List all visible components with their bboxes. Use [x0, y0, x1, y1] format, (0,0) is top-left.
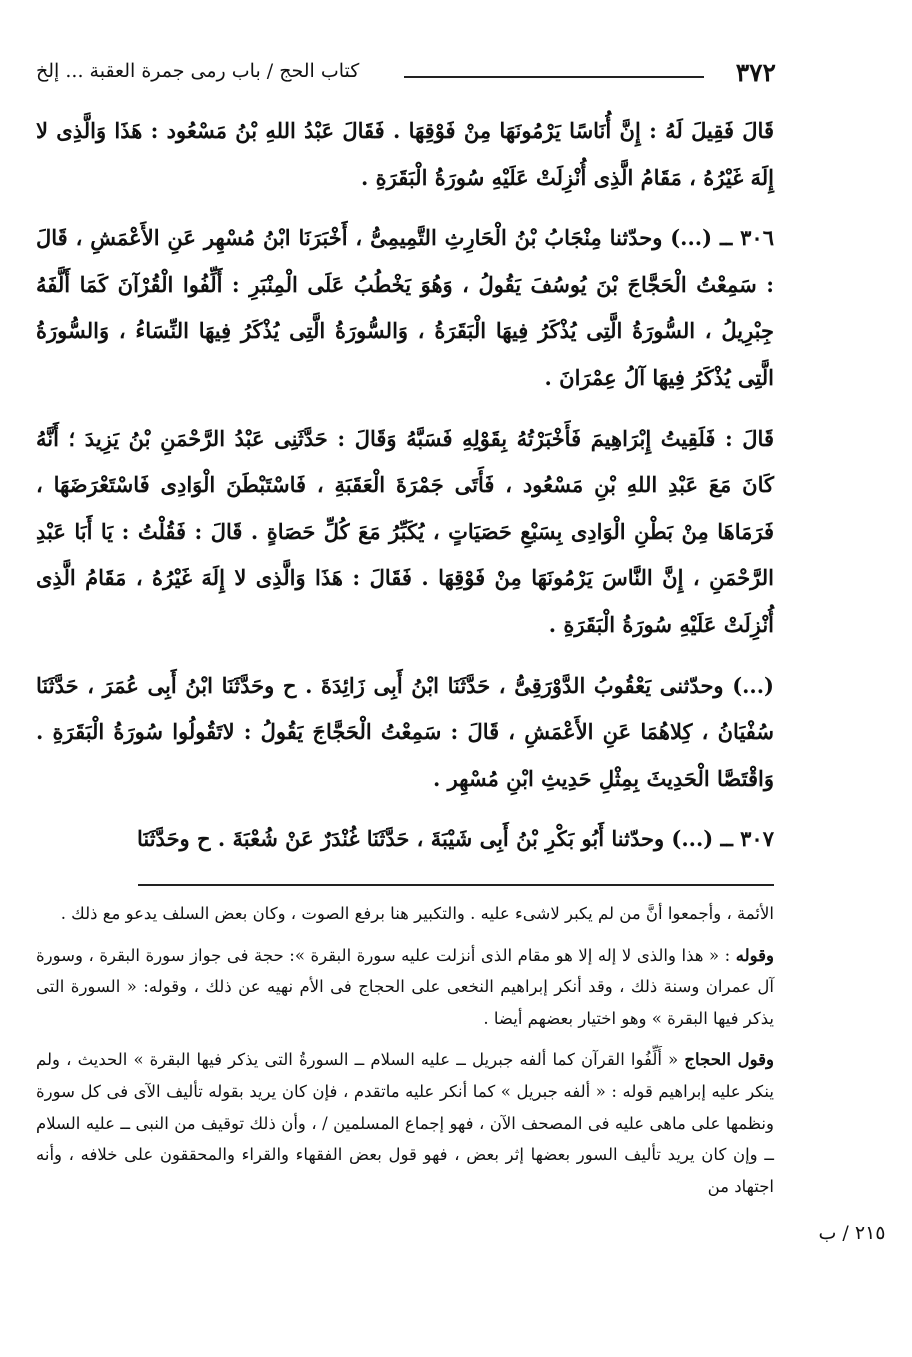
footnotes — [36, 898, 774, 1212]
hadith-paragraph: (...) وحدّثنى يَعْقُوبُ الدَّوْرَقِىُّ ، حَدَّثَنَا ابْنُ أَبِى زَائِدَةَ . ح وحَدَّثَنَا ابْنُ أَبِى عُمَرَ ، حَدَّثَنَا سُفْيَانُ ، كِلاهُمَا عَنِ الأَعْمَشِ ، قَالَ : سَمِعْتُ الْحَجَّاجَ يَقُولُ : لاتَقُولُوا سُورَةُ الْبَقَرَةِ . وَاقْتَصَّا الْحَدِيثَ بِمِثْلِ حَدِيثِ ابْنِ مُسْهِر . — [36, 672, 774, 791]
footnote-paragraph — [36, 940, 774, 1035]
footnote-separator — [138, 884, 774, 886]
page-header — [36, 58, 776, 92]
manuscript-folio-note: ٢١٥ / ب — [818, 1222, 886, 1244]
footnote-lead: وقوله — [735, 945, 775, 965]
footnote-paragraph — [36, 1044, 774, 1202]
hadith-paragraph: ٣٠٧ ــ (...) وحدّثنا أَبُو بَكْرِ بْنُ أَبِى شَيْبَةَ ، حَدَّثَنَا غُنْدَرٌ عَنْ شُعْبَةَ . ح وحَدَّثَنَا — [136, 826, 774, 852]
footnote-text: « أَلِّفُوا القرآن كما ألفه جبريل ــ عليه السلام ــ السورةُ التى يذكر فيها البقرة » الحديث ، ولم ينكر عليه إبراهيم قوله : « ألفه جبريل » كما أنكر عليه ماتقدم ، فإن كان يريد بقوله تأليف الآى فى كل سورة ونظمها على ماهى عليه فى المصحف الآن ، فهو إجماع المسلمين / ، وأن ذلك توقيف من النبى ــ عليه السلام ــ وإن كان يريد تأليف السور بعضها إثر بعض ، فهو قول بعض الفقهاء والقراء والمحققون على خلافه ، وأنه اجتهاد من — [36, 1050, 774, 1196]
hadith-paragraph: قَالَ : فَلَقِيتُ إِبْرَاهِيمَ فَأَخْبَرْتُهُ بِقَوْلِهِ فَسَبَّهُ وَقَالَ : حَدَّثَنِى عَبْدُ الرَّحْمَنِ بْنُ يَزِيدَ ؛ أَنَّهُ كَانَ مَعَ عَبْدِ اللهِ بْنِ مَسْعُود ، فَأَتَى جَمْرَةَ الْعَقَبَةِ ، فَاسْتَبْطَنَ الْوَادِى فَاسْتَعْرَضَهَا ، فَرَمَاهَا مِنْ بَطْنِ الْوَادِى بِسَبْعِ حَصَيَاتٍ ، يُكَبِّرُ مَعَ كُلِّ حَصَاةٍ . قَالَ : فَقُلْتُ : يَا أَبَا عَبْدِ الرَّحْمَنِ ، إِنَّ النَّاسَ يَرْمُونَهَا مِنْ فَوْقِهَا . فَقَالَ : هَذَا وَالَّذِى لا إِلَهَ غَيْرُهُ ، مَقَامُ الَّذِى أُنْزِلَتْ عَلَيْهِ سُورَةُ الْبَقَرَةِ . — [36, 425, 774, 637]
footnote-lead: وقول الحجاج — [684, 1050, 774, 1070]
hadith-paragraph: ٣٠٦ ــ (...) وحدّثنا مِنْجَابُ بْنُ الْحَارِثِ التَّمِيمِىُّ ، أَخْبَرَنَا ابْنُ مُسْهِر عَنِ الأَعْمَشِ ، قَالَ : سَمِعْتُ الْحَجَّاجَ بْنَ يُوسُفَ يَقُولُ ، وَهُوَ يَخْطُبُ عَلَى الْمِنْبَرِ : أَلِّفُوا الْقُرْآنَ كَمَا أَلَّفَهُ جِبْرِيلُ ، السُّورَةُ الَّتِى يُذْكَرُ فِيهَا الْبَقَرَةُ ، وَالسُّورَةُ الَّتِى يُذْكَرُ فِيهَا النِّسَاءُ ، وَالسُّورَةُ الَّتِى يُذْكَرُ فِيهَا آلُ عِمْرَانَ . — [36, 225, 774, 390]
footnote-text: الأئمة ، وأجمعوا أنَّ من لم يكبر لاشىء عليه . والتكبير هنا برفع الصوت ، وكان بعض السلف يدعو مع ذلك . — [60, 904, 774, 923]
footnote-paragraph — [36, 898, 774, 930]
main-text — [36, 108, 774, 863]
running-title: كتاب الحج / باب رمى جمرة العقبة ... إلخ — [36, 60, 360, 82]
footnote-text: : « هذا والذى لا إله إلا هو مقام الذى أنزلت عليه سورة البقرة »: حجة فى جواز سورة البقرة ، وسورة آل عمران وسنة ذلك ، وقد أنكر إبراهيم النخعى على الحجاج فى الأم نهيه عن ذلك ، وقوله: « السورة التى يذكر فيها البقرة » وهو اختيار بعضهم أيضا . — [36, 945, 774, 1028]
page-number: ٣٧٢ — [735, 58, 776, 87]
hadith-paragraph: قَالَ فَقِيلَ لَهُ : إِنَّ أُنَاسًا يَرْمُونَهَا مِنْ فَوْقِهَا . فَقَالَ عَبْدُ اللهِ بْنُ مَسْعُود : هَذَا وَالَّذِى لا إِلَهَ غَيْرُهُ ، مَقَامُ الَّذِى أُنْزِلَتْ عَلَيْهِ سُورَةُ الْبَقَرَةِ . — [36, 118, 774, 190]
header-rule — [404, 76, 704, 78]
